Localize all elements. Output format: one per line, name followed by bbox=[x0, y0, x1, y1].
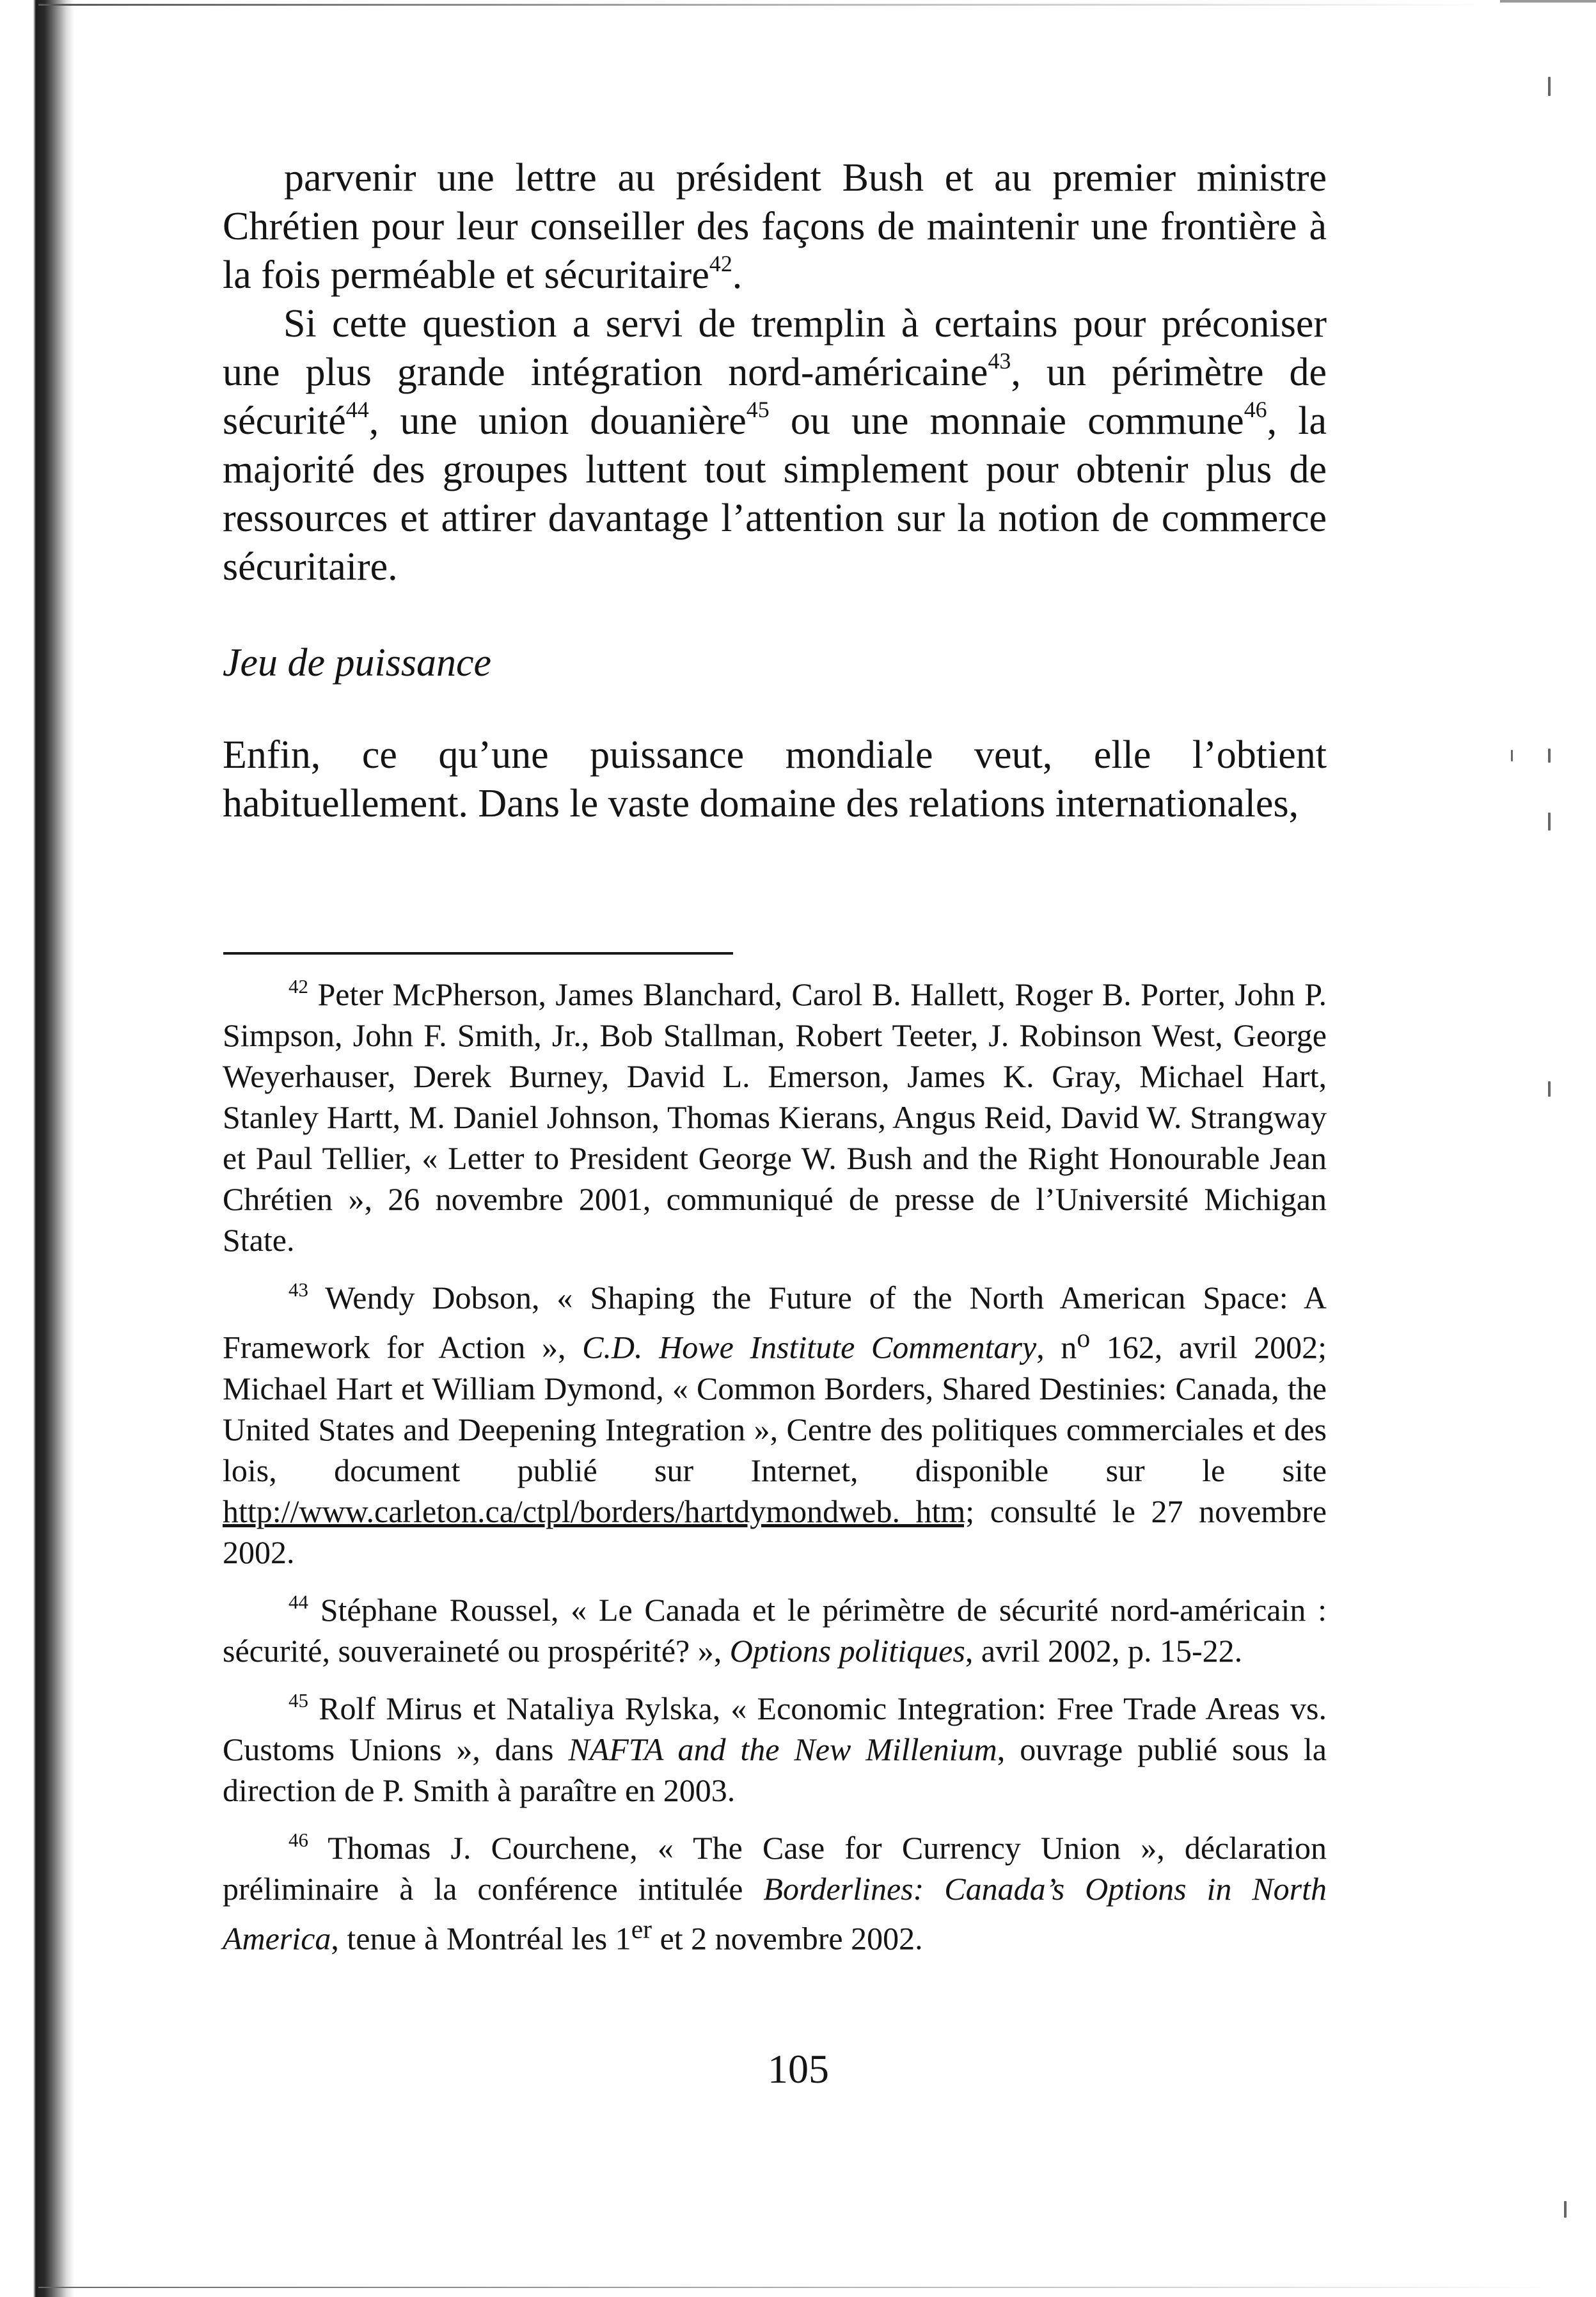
body-paragraph-3: Enfin, ce qu’une puissance mondiale veut, elle l’obtient habituellement. Dans le vaste domaine des relations internationales, bbox=[223, 733, 1327, 825]
footnote-ref-44[interactable]: 44 bbox=[345, 397, 369, 423]
footnote-42 bbox=[223, 974, 1327, 1260]
main-text bbox=[223, 154, 1327, 828]
footnote-text: Stéphane Roussel, « Le Canada et le périmètre de sécurité nord-américain : sécurité, souveraineté ou prospérité? », bbox=[223, 1591, 1327, 1669]
footnote-text: Peter McPherson, James Blanchard, Carol B. Hallett, Roger B. Porter, John P. Simpson, John F. Smith, Jr., Bob Stallman, Robert Teeter, J. Robinson West, George Weyerhauser, Derek Burney, David L. Emerson, James K. Gray, Michael Hart, Stanley Hartt, M. Daniel Johnson, Thomas Kierans, Angus Reid, David W. Strangway et Paul Tellier, « Letter to President George W. Bush and the Right Honourable Jean Chrétien », 26 novembre 2001, communiqué de presse de l’Université Michigan State. bbox=[223, 976, 1327, 1258]
scan-bottom-edge bbox=[38, 2287, 1561, 2288]
footnote-text: Thomas J. Courchene, « The Case for Currency Union », déclaration préliminaire à la conférence intitulée bbox=[223, 1829, 1327, 1907]
footnote-number: 44 bbox=[288, 1591, 308, 1614]
page-number: 105 bbox=[768, 2046, 829, 2092]
footnote-45 bbox=[223, 1688, 1327, 1811]
body-paragraph-1 bbox=[223, 154, 1327, 299]
ordinal-superscript: er bbox=[631, 1914, 652, 1944]
journal-title: Options politiques bbox=[729, 1632, 965, 1669]
footnote-text: , n bbox=[1036, 1329, 1077, 1365]
footnote-text: consulté le 27 novembre 2002. bbox=[223, 1493, 1327, 1570]
scan-binding-edge bbox=[0, 0, 74, 2297]
footnote-separator bbox=[223, 952, 733, 955]
footnote-text: , ouvrage publié sous la direction de P. Smith à paraître en 2003. bbox=[223, 1731, 1327, 1808]
scan-corner-mark bbox=[1500, 0, 1596, 3]
scan-speck bbox=[1548, 1081, 1551, 1097]
scan-speck bbox=[1511, 750, 1513, 761]
footnote-text: Rolf Mirus et Nataliya Rylska, « Economic Integration: Free Trade Areas vs. Customs Unions », dans bbox=[223, 1690, 1327, 1767]
numero-superscript: o bbox=[1077, 1324, 1091, 1353]
book-title: NAFTA and the New Millenium bbox=[568, 1731, 997, 1767]
footnote-ref-45[interactable]: 45 bbox=[746, 397, 770, 423]
footnote-43 bbox=[223, 1277, 1327, 1573]
para2-part-5: , la majorité des groupes luttent tout simplement pour obtenir plus de ressources et attirer davantage l’attention sur la notion de commerce sécuritaire. bbox=[223, 399, 1327, 589]
para2-part-3: , une union douanière bbox=[368, 399, 747, 443]
footnote-44 bbox=[223, 1589, 1327, 1671]
scan-speck bbox=[1564, 2201, 1567, 2218]
carleton-url-link[interactable]: http://www.carleton.ca/ctpl/borders/hartdymondweb. htm; bbox=[223, 1493, 975, 1529]
scan-speck bbox=[1548, 813, 1551, 831]
footnotes bbox=[223, 974, 1327, 1975]
conference-title: Borderlines: Canada’s Options in North America bbox=[223, 1870, 1327, 1957]
body-paragraph-2 bbox=[223, 299, 1327, 591]
footnote-ref-46[interactable]: 46 bbox=[1244, 397, 1267, 423]
journal-title: C.D. Howe Institute Commentary bbox=[582, 1329, 1037, 1365]
footnote-text: , avril 2002, p. 15-22. bbox=[965, 1632, 1243, 1669]
footnote-text: , tenue à Montréal les 1 bbox=[331, 1920, 631, 1957]
footnote-text: 162, avril 2002; Michael Hart et William Dymond, « Common Borders, Shared Destinies: Canada, the United States and Deepening Integration », Centre des politiques commerciales et des lois, document publié sur Internet, disponible sur le site bbox=[223, 1329, 1327, 1488]
footnote-46 bbox=[223, 1827, 1327, 1959]
footnote-number: 42 bbox=[288, 975, 308, 998]
footnote-text: et 2 novembre 2002. bbox=[652, 1920, 923, 1957]
para2-part-1: Si cette question a servi de tremplin à certains pour préconiser une plus grande intégration nord-américaine bbox=[223, 302, 1327, 394]
scan-speck bbox=[1548, 749, 1551, 763]
footnote-text: Wendy Dobson, « Shaping the Future of the North American Space: A Framework for Action », bbox=[223, 1280, 1327, 1365]
para2-part-2: , un périmètre de sécurité bbox=[223, 351, 1327, 443]
footnote-number: 46 bbox=[288, 1829, 308, 1852]
footnote-ref-43[interactable]: 43 bbox=[988, 348, 1011, 374]
scan-speck bbox=[1548, 77, 1551, 96]
footnote-number: 45 bbox=[288, 1689, 308, 1712]
para1-end: . bbox=[732, 253, 743, 297]
para1-text: parvenir une lettre au président Bush et au premier ministre Chrétien pour leur conseiller des façons de maintenir une frontière à la fois perméable et sécuritaire bbox=[223, 156, 1327, 297]
scan-top-edge bbox=[38, 4, 1497, 6]
section-heading: Jeu de puissance bbox=[223, 641, 492, 685]
para2-part-4: ou une monnaie commune bbox=[769, 399, 1244, 443]
footnote-ref-42[interactable]: 42 bbox=[709, 251, 732, 277]
footnote-number: 43 bbox=[288, 1278, 308, 1301]
